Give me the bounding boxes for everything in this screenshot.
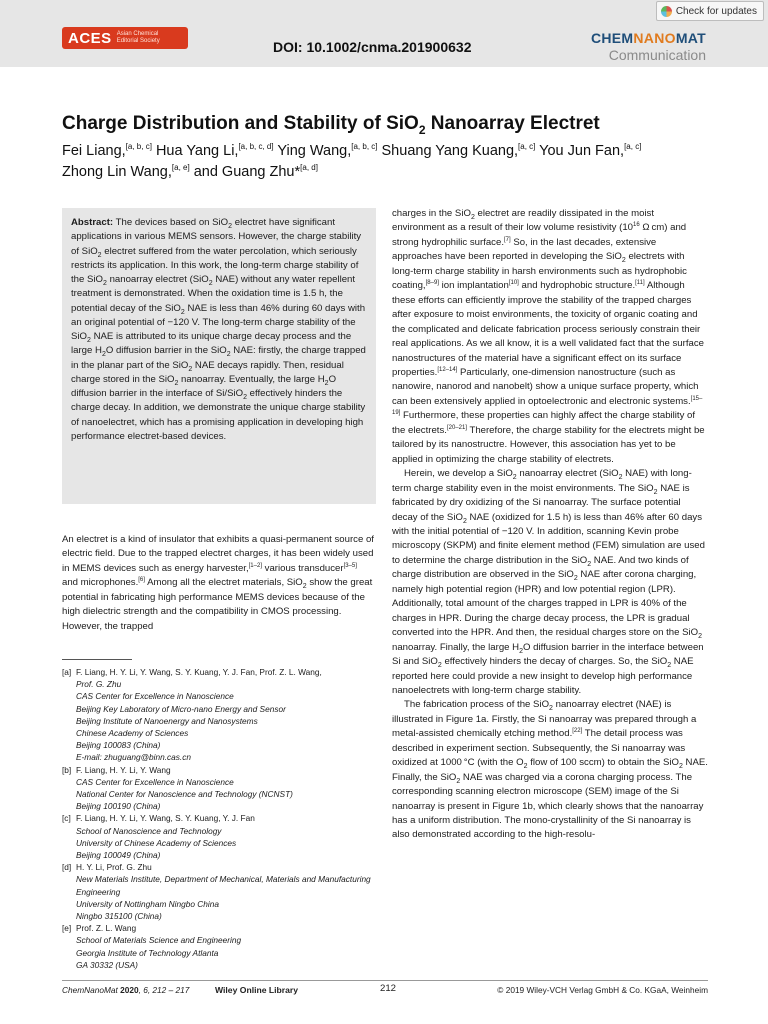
affiliation-email[interactable]: E-mail: zhuguang@binn.cas.cn: [76, 752, 191, 763]
abstract-body: The devices based on SiO$_2$ electret have significant applications in various MEMS sensors. However, the charge stability of SiO$_2$ electret suffered from the water percolation, which seriously restricts its application. In this work, the long-term charge stability of the SiO$_2$ nanoarray electret (SiO$_2$ NAE) without any water repellent treatment is demonstrated. When the oxidation time is 1.5 h, the potential decay of the SiO$_2$ NAE is less than 46% during 60 days with an original potential of −120 V. The long-term charge stability of the SiO$_2$ NAE is attributed to its unique charge decay process and the large $H_2O$ diffusion barrier in the SiO$_2$ NAE: firstly, the charge trapped in the planar part of the SiO$_2$ NAE decays rapidly. Then, residual charge stored in the SiO$_2$ nanoarray. Eventually, the large $H_2O$ diffusion barrier in the interface of Si/SiO$_2$ effectively hinders the charge decay. In addition, we demonstrate the unique charge stability of nanoelectret, which has a promising application in developing high performance electret-based devices.: [71, 217, 366, 442]
affiliation-line: Ningbo 315100 (China): [76, 911, 162, 922]
author-name: You Jun Fan,: [535, 143, 625, 159]
footer-wiley-library[interactable]: Wiley Online Library: [215, 985, 299, 995]
affiliation-line: New Materials Institute, Department of Mechanical, Materials and Manufacturing Engineering: [76, 874, 371, 897]
author-affil: [a, c]: [518, 142, 536, 152]
author-list: [62, 141, 722, 183]
affiliation-line: Chinese Academy of Sciences: [76, 728, 189, 739]
affiliation-line: Beijing Institute of Nanoenergy and Nanosystems: [76, 715, 258, 726]
footer-volume-pages: , 6, 212 – 217: [138, 985, 190, 995]
affiliation-line: Beijing 100190 (China): [76, 801, 161, 812]
check-for-updates-button[interactable]: [656, 1, 764, 21]
aces-logo-text: ACES: [68, 29, 112, 47]
affiliation-line: University of Nottingham Ningbo China: [76, 898, 219, 909]
body-paragraph: Herein, we develop a SiO$_2$ nanoarray electret (SiO$_2$ NAE) with long-term charge stability even in the moist environments. The SiO$_2$ NAE is fabricated by dry oxidizing of the Si nanoarray. The surface potential decay of the SiO$_2$ NAE (oxidized for 1.5 h) is less than 46% after 60 days with the initial potential of −120 V. In addition, scanning Kevin probe microscopy (SKPM) and finite element method (FEM) simulation are used to determine the charge distribution in the SiO$_2$ NAE. And two kinds of charge distribution are observed in the SiO$_2$ NAE after corona charging, namely high potential region (HPR) and low potential region (LPR). Additionally, total amount of the charges trapped in LPR is 40% of the charges in HPR. During the charge decay process, the LPR is gradual converted into the HPR. And then, the residual charges store on the SiO$_2$ nanoarray. Finally, the large $H_2O$ diffusion barrier in the interface between Si and SiO$_2$ effectively hinders the decay of charges. So, the SiO$_2$ NAE reported here could provide a new insight to develop high performance nanoelectrets with long-term charge stability.: [392, 468, 705, 696]
affiliation-lines: [76, 776, 375, 813]
crossmark-icon: [661, 6, 672, 17]
author-name: and Guang Zhu*: [189, 164, 301, 180]
author-affil: [a, b, c]: [125, 142, 152, 152]
affiliation-item: [62, 922, 375, 971]
journal-brand: [591, 30, 706, 63]
affiliation-item: [62, 812, 375, 861]
page-number: 212: [380, 983, 397, 994]
author-name: Ying Wang,: [273, 143, 352, 159]
affiliation-lines: [76, 825, 375, 862]
author-name: Zhong Lin Wang,: [62, 164, 172, 180]
affiliation-label: [b]: [62, 764, 72, 775]
journal-name: [591, 30, 706, 46]
affiliation-authors: F. Liang, H. Y. Li, Y. Wang, S. Y. Kuang, Y. J. Fan, Prof. Z. L. Wang,: [76, 667, 322, 677]
affiliation-authors: F. Liang, H. Y. Li, Y. Wang: [76, 764, 171, 775]
footer-citation: [62, 985, 189, 995]
affiliation-line: Beijing Key Laboratory of Micro-nano Energy and Sensor: [76, 703, 286, 714]
aces-subtitle-line1: Asian Chemical: [116, 31, 159, 37]
body-paragraph: charges in the SiO$_2$ electret are readily dissipated in the moist environment as a result of their low volume resistivity ($10^{16}$ Ω cm) and strong hydrophilic surface.[7] So, in the last decades, extensive approaches have been reported in developing the SiO$_2$ electrets with long-term charge stability in harsh environments such as hydrophobic coating,[8–9] ion implantation[10] and hydrophobic structure.[11] Although these efforts can efficiently improve the stability of the trapped charges after exposure to moist environments, the toxicity of organic coating and the complicated and delicate fabrication process seriously constrain their real applications. As we all know, it is a well validated fact that the surface nanostructures of the material have a significant effect on its surface properties.[12–14] Particularly, one-dimension nanostructure (such as nanowire, nanorod and nanobelt) show a unique surface property, which can been extensively applied in optoelectronic and electronic systems.[15–19] Furthermore, these properties can highly affect the charge stability of the electrets.[20–21] Therefore, the charge stability for the electrets might be tailored by its nanostructre. However, this association has yet to be applied in optimizing the charge stability of electrets.: [392, 208, 705, 465]
affiliation-body: [76, 666, 375, 764]
doi[interactable]: DOI: 10.1002/cnma.201900632: [273, 39, 472, 55]
affiliation-line: University of Chinese Academy of Sciences: [76, 837, 237, 848]
affiliation-authors: Prof. Z. L. Wang: [76, 923, 137, 934]
affiliation-body: [76, 922, 375, 971]
article-type: Communication: [608, 47, 706, 63]
author-affil: [a, c]: [624, 142, 642, 152]
affiliation-lines: [76, 678, 375, 763]
author-affil: [a, b, c]: [351, 142, 378, 152]
author-name: Hua Yang Li,: [151, 143, 239, 159]
affiliation-lines: [76, 873, 375, 922]
title-subscript: 2: [418, 122, 426, 137]
affiliation-line: School of Nanoscience and Technology: [76, 825, 222, 836]
aces-logo: [62, 27, 188, 49]
abstract-text: [71, 216, 366, 444]
affiliation-body: [76, 812, 375, 861]
footer-year: 2020: [120, 985, 139, 995]
body-right-column: [392, 207, 708, 843]
author-affil: [a, b, c, d]: [238, 142, 274, 152]
paper-title: [62, 113, 600, 135]
footer-journal: ChemNanoMat: [62, 985, 118, 995]
affiliation-line: National Center for Nanoscience and Technology (NCNST): [76, 789, 293, 800]
affiliation-authors: H. Y. Li, Prof. G. Zhu: [76, 862, 152, 873]
abstract-box: [62, 208, 376, 504]
affiliation-item: [62, 764, 375, 813]
affiliation-line: CAS Center for Excellence in Nanoscience: [76, 691, 234, 702]
author-name: Fei Liang,: [62, 143, 126, 159]
affiliation-item: [62, 666, 375, 764]
aces-logo-subtitle: [117, 31, 160, 45]
affiliation-label: [c]: [62, 813, 71, 824]
affiliation-line: Beijing 100049 (China): [76, 850, 161, 861]
footer-copyright: © 2019 Wiley-VCH Verlag GmbH & Co. KGaA, Weinheim: [497, 985, 708, 995]
aces-subtitle-line2: Editorial Society: [116, 38, 160, 44]
affiliation-line: GA 30332 (USA): [76, 959, 138, 970]
affiliation-label: [d]: [62, 862, 72, 873]
affiliation-item: [62, 861, 375, 922]
affiliation-line: Beijing 100083 (China): [76, 740, 161, 751]
journal-name-part3: MAT: [675, 30, 706, 46]
title-part2: Nanoarray Electret: [425, 113, 600, 134]
affiliation-body: [76, 861, 375, 922]
affiliation-body: [76, 764, 375, 813]
affiliation-label: [a]: [62, 667, 72, 677]
author-affil: [a, d]: [300, 163, 318, 173]
affiliations: [62, 666, 375, 971]
author-name: Shuang Yang Kuang,: [377, 143, 519, 159]
affiliation-line: CAS Center for Excellence in Nanoscience: [76, 776, 234, 787]
journal-name-part1: CHEM: [590, 30, 634, 46]
affiliation-authors: F. Liang, H. Y. Li, Y. Wang, S. Y. Kuang, Y. J. Fan: [76, 813, 255, 824]
affiliation-line: Georgia Institute of Technology Atlanta: [76, 947, 219, 958]
journal-name-part2: NANO: [633, 30, 676, 46]
body-left-column: [62, 533, 375, 634]
affiliation-line: Prof. G. Zhu: [76, 679, 122, 690]
author-affil: [a, e]: [171, 163, 190, 173]
intro-paragraph: An electret is a kind of insulator that exhibits a quasi-permanent source of electric field. Due to the trapped electret charges, it has been widely used in MEMS devices such as energy harvester,[1–2] various transducer[3–5] and microphones.[6] Among all the electret materials, SiO$_2$ show the great potential in fabricating high performance MEMS devices because of the high dielectric strength and the compatibility in CMOS processing. However, the trapped: [62, 534, 374, 632]
affiliation-label: [e]: [62, 923, 72, 934]
check-updates-label: Check for updates: [675, 5, 757, 17]
affiliation-line: School of Materials Science and Engineering: [76, 935, 242, 946]
affiliation-lines: [76, 934, 375, 971]
body-paragraph: The fabrication process of the SiO$_2$ nanoarray electret (NAE) is illustrated in Figure 1a. Firstly, the Si nanoarray was prepared through a metal-assisted chemically etching method.[22] The detail process was described in experiment section. Subsequently, the Si nanoarray was oxidized at 1000 °C (with the $O_2$ flow of 100 sccm) to obtain the SiO$_2$ NAE. Finally, the SiO$_2$ NAE was charged via a corona charging process. The corresponding scanning electron microscope (SEM) image of the Si nanoarray is present in Figure 1b, which clearly shows that the nanoarray has a uniform distribution. The mono-crystallinity of the Si nanoarray is also demonstrated according to the high-resolu-: [392, 699, 708, 841]
affiliation-divider: [62, 659, 132, 660]
abstract-label: Abstract:: [71, 217, 114, 228]
title-part1: Charge Distribution and Stability of SiO: [62, 113, 419, 134]
footer-rule: [62, 980, 708, 981]
